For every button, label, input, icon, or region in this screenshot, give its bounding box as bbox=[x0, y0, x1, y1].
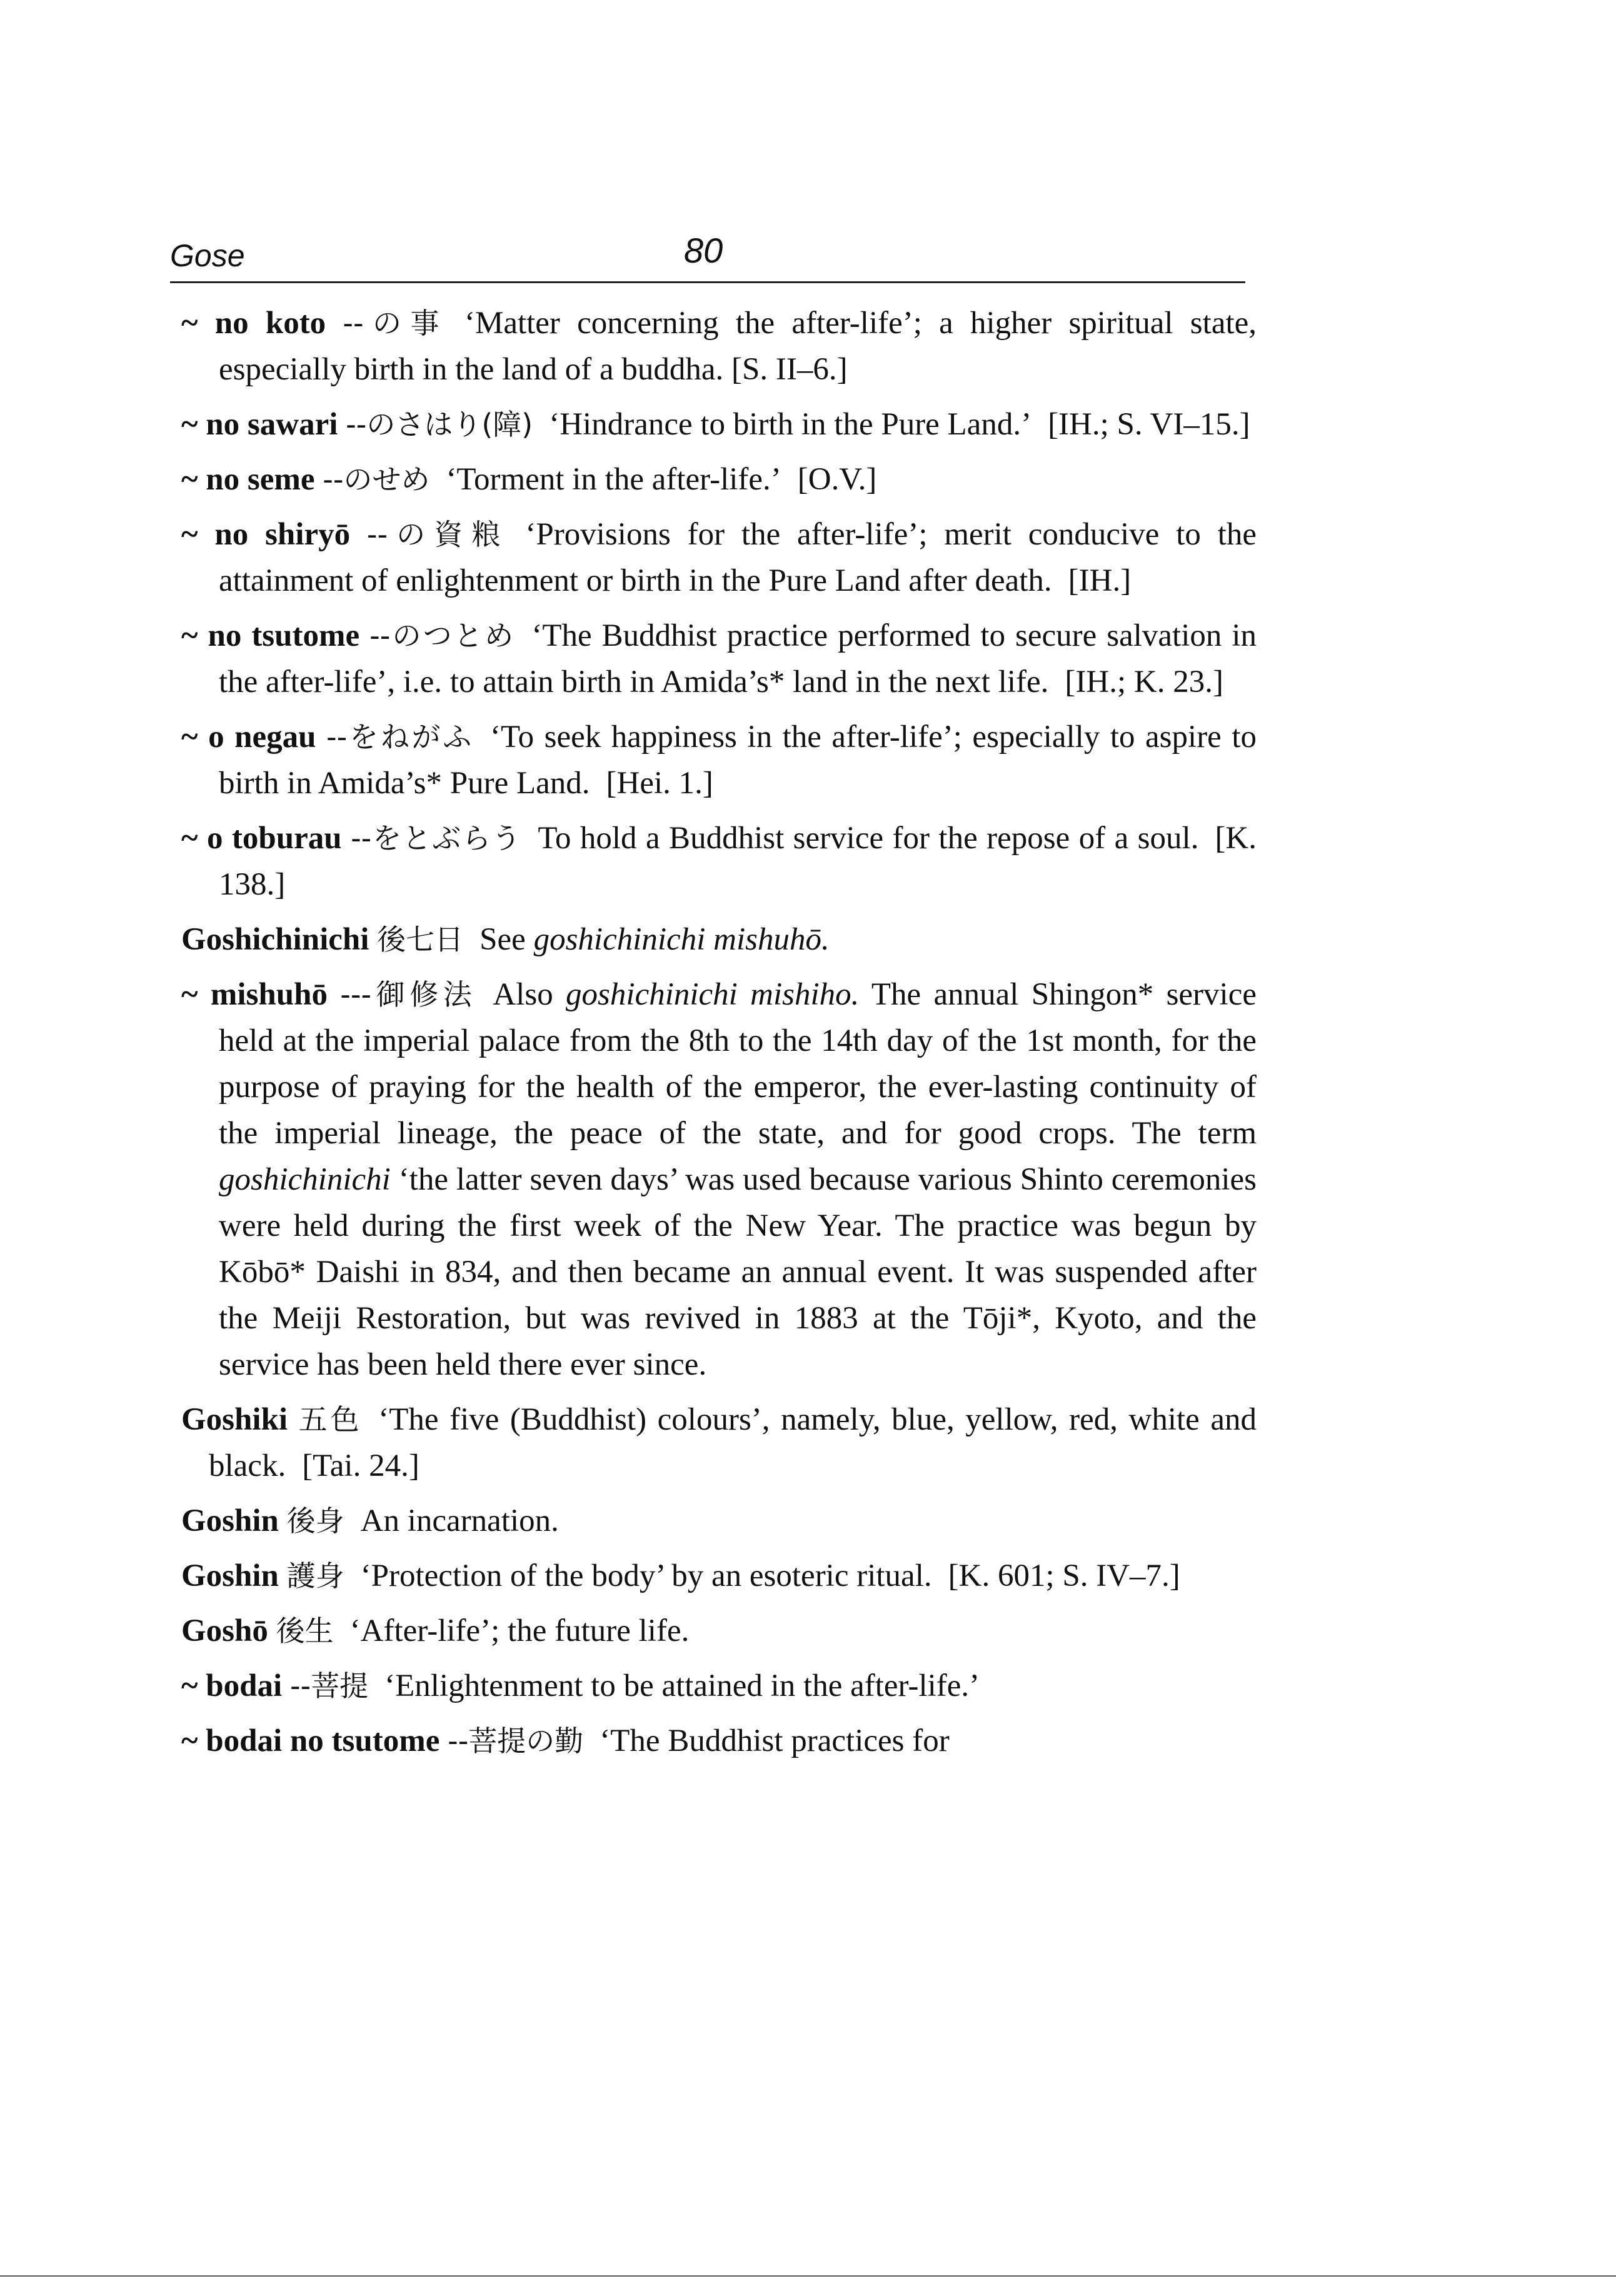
entry-kanji: 五色 bbox=[298, 1403, 363, 1436]
entry-kanji: --の事 bbox=[343, 306, 448, 340]
entry-reference: [S. II–6.] bbox=[731, 352, 848, 387]
entry-headword: Goshiki bbox=[181, 1402, 288, 1437]
entry-headword: Goshichinichi bbox=[181, 922, 369, 957]
entry-reference: [K. 601; S. IV–7.] bbox=[948, 1558, 1180, 1593]
entry-mishuho bbox=[181, 971, 1257, 1388]
entry-bodai bbox=[181, 1663, 1257, 1709]
entry-goshin-protection bbox=[181, 1553, 1257, 1599]
page-header bbox=[170, 225, 1245, 283]
entry-definition: ‘Protection of the body’ by an esoteric ritual. bbox=[360, 1558, 932, 1593]
entry-reference: [IH.] bbox=[1068, 563, 1132, 598]
entry-definition: ‘The Buddhist practices for bbox=[600, 1723, 950, 1758]
entry-kanji: --の資粮 bbox=[366, 518, 509, 551]
entry-goshiki bbox=[181, 1396, 1257, 1489]
entry-headword: no shiryō bbox=[214, 517, 351, 552]
entry-no-seme bbox=[181, 456, 1257, 503]
entry-definition: ‘Matter concerning the after-life’; a higher spiritual state, especially birth in the land of a buddha. bbox=[219, 306, 1257, 387]
entry-headword: bodai no tsutome bbox=[206, 1723, 440, 1758]
entry-gosho bbox=[181, 1608, 1257, 1654]
entry-definition-continued: ‘the latter seven days’ was used because various Shinto ceremonies were held during the first week of the New Year. The practice was begun by Kōbō* Daishi in 834, and then became an annual event. It was suspended after the Meiji Restoration, but was revived in 1883 at the Tōji*, Kyoto, and the service has been held there ever since. bbox=[219, 1162, 1257, 1382]
entry-reference: [K. 138.] bbox=[219, 821, 1257, 902]
entry-tilde: ~ bbox=[181, 462, 198, 497]
entry-kanji: --のつとめ bbox=[369, 619, 516, 653]
entry-headword: bodai bbox=[206, 1668, 283, 1703]
entry-tilde: ~ bbox=[181, 517, 198, 552]
entry-kanji: 後生 bbox=[276, 1614, 334, 1648]
entry-definition: ‘To seek happiness in the after-life’; especially to aspire to birth in Amida’s* Pure Land. bbox=[219, 719, 1257, 801]
entry-headword: Goshō bbox=[181, 1613, 268, 1648]
entry-variant: goshichinichi mishiho. bbox=[566, 977, 860, 1012]
entry-reference: [IH.; K. 23.] bbox=[1065, 664, 1223, 699]
entry-headword: no koto bbox=[214, 306, 326, 341]
entry-tilde: ~ bbox=[181, 407, 198, 442]
entry-no-sawari bbox=[181, 401, 1257, 448]
entry-headword: o negau bbox=[208, 719, 316, 754]
entry-tilde: ~ bbox=[181, 1668, 198, 1703]
entry-definition: ‘The five (Buddhist) colours’, namely, blue, yellow, red, white and black. bbox=[209, 1402, 1257, 1483]
entry-definition: An incarnation. bbox=[360, 1503, 559, 1538]
entry-headword: mishuhō bbox=[210, 977, 328, 1012]
entry-kanji: --をとぶらう bbox=[351, 821, 522, 855]
entry-reference: [Hei. 1.] bbox=[606, 766, 713, 801]
entry-goshichinichi bbox=[181, 916, 1257, 963]
entry-kanji: 護身 bbox=[286, 1559, 344, 1593]
entry-kanji: ---御修法 bbox=[340, 978, 477, 1011]
entry-kanji: --をねがふ bbox=[326, 720, 474, 754]
entry-cross-reference: goshichinichi mishuhō. bbox=[533, 922, 830, 957]
page-number: 80 bbox=[684, 231, 723, 270]
entry-o-toburau bbox=[181, 815, 1257, 908]
entry-term: goshichinichi bbox=[219, 1162, 391, 1197]
entry-reference: [O.V.] bbox=[797, 462, 877, 497]
entry-bodai-no-tsutome bbox=[181, 1718, 1257, 1764]
entry-definition: To hold a Buddhist service for the repose of a soul. bbox=[538, 821, 1199, 856]
entry-goshin-incarnation bbox=[181, 1498, 1257, 1544]
entry-kanji: --菩提 bbox=[289, 1669, 369, 1703]
entry-also-prefix: Also bbox=[493, 977, 566, 1012]
entry-reference: [Tai. 24.] bbox=[302, 1448, 419, 1483]
entry-no-shiryo bbox=[181, 511, 1257, 604]
entry-no-tsutome bbox=[181, 613, 1257, 705]
entry-definition: ‘Provisions for the after-life’; merit conducive to the attainment of enlightenment or birth in the Pure Land after death. bbox=[219, 517, 1257, 598]
running-head: Gose bbox=[170, 238, 245, 273]
entry-headword: Goshin bbox=[181, 1503, 279, 1538]
entry-definition: ‘Enlightenment to be attained in the after-life.’ bbox=[384, 1668, 980, 1703]
entry-tilde: ~ bbox=[181, 1723, 198, 1758]
entry-tilde: ~ bbox=[181, 306, 198, 341]
dictionary-entries bbox=[181, 300, 1257, 1773]
entry-kanji: --のせめ bbox=[323, 463, 430, 496]
entry-headword: no tsutome bbox=[208, 618, 360, 653]
entry-tilde: ~ bbox=[181, 618, 198, 653]
entry-see-prefix: See bbox=[479, 922, 534, 957]
entry-kanji: 後七日 bbox=[377, 923, 464, 956]
entry-tilde: ~ bbox=[181, 821, 198, 856]
entry-headword: no seme bbox=[206, 462, 315, 497]
entry-tilde: ~ bbox=[181, 719, 198, 754]
entry-no-koto bbox=[181, 300, 1257, 393]
page-bottom-edge bbox=[0, 2275, 1616, 2277]
entry-kanji: 後身 bbox=[286, 1504, 344, 1538]
entry-kanji: --菩提の勤 bbox=[448, 1724, 584, 1758]
entry-definition: ‘Hindrance to birth in the Pure Land.’ bbox=[549, 407, 1032, 442]
entry-o-negau bbox=[181, 714, 1257, 806]
entry-definition: ‘Torment in the after-life.’ bbox=[446, 462, 781, 497]
entry-headword: Goshin bbox=[181, 1558, 279, 1593]
entry-tilde: ~ bbox=[181, 977, 198, 1012]
entry-headword: no sawari bbox=[206, 407, 338, 442]
entry-definition: ‘After-life’; the future life. bbox=[349, 1613, 690, 1648]
entry-definition: ‘The Buddhist practice performed to secure salvation in the after-life’, i.e. to attain birth in Amida’s* land in the next life. bbox=[219, 618, 1257, 699]
entry-definition: The annual Shingon* service held at the imperial palace from the 8th to the 14th day of the 1st month, for the purpose of praying for the health of the emperor, the ever-lasting continuity of the imperial lineage, the peace of the state, and for good crops. The term bbox=[219, 977, 1257, 1151]
entry-kanji: --のさはり(障) bbox=[346, 408, 533, 441]
entry-reference: [IH.; S. VI–15.] bbox=[1048, 407, 1250, 442]
entry-headword: o toburau bbox=[206, 821, 342, 856]
